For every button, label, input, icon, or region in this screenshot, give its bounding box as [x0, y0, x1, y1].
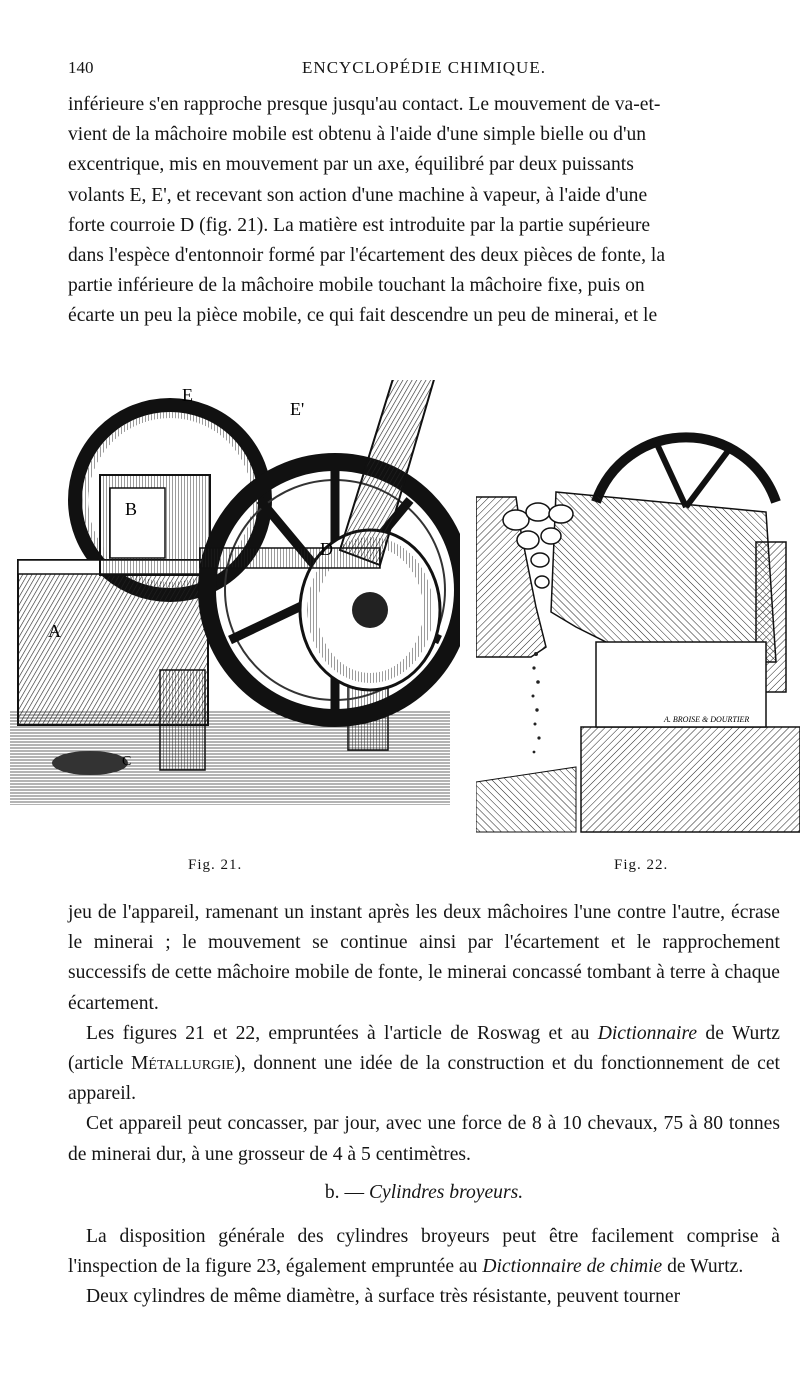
- section-title: Cylindres broyeurs.: [368, 1182, 524, 1203]
- text-run: de Wurtz (article: [68, 1022, 780, 1075]
- text-line: partie inférieure de la mâchoire mobile touchant la mâchoire fixe, puis on: [68, 275, 645, 297]
- paragraph-capacity: Cet appareil peut concasser, par jour, avec une force de 8 à 10 chevaux, 75 à 80 tonnes de minerai dur, à une grosseur de 4 à 5 centimètres.: [68, 1113, 780, 1165]
- paragraph-bottom: [68, 1222, 780, 1313]
- text-line: excentrique, mis en mouvement par un axe, équilibré par deux puissants: [68, 154, 634, 176]
- text-run: La disposition générale des cylindres broyeurs peut être facilement comprise à l'inspection de la figure 23, également empruntée au: [68, 1226, 780, 1278]
- figure-22-crusher-section: [476, 432, 800, 836]
- figure-22-caption: Fig. 22.: [614, 857, 669, 873]
- engraver-signature: A. BROISE & DOURTIER: [664, 715, 750, 724]
- label-b: B: [125, 499, 138, 519]
- crusher-section-illustration: [476, 432, 800, 836]
- text-run: ), donnent une idée de la construction et du fonctionnement de cet appareil.: [68, 1053, 780, 1105]
- paragraph-top: [68, 90, 780, 332]
- paragraph-cylinders-intro: [68, 1222, 780, 1282]
- paragraph-middle: [68, 898, 780, 1170]
- paragraph-figures-source: [68, 1019, 780, 1110]
- label-c: C: [122, 754, 132, 769]
- section-heading: [68, 1182, 780, 1204]
- dictionary-title: Dictionnaire de chimie: [482, 1256, 663, 1278]
- figure-21-caption: Fig. 21.: [188, 857, 243, 873]
- text-line: volants E, E', et recevant son action d'une machine à vapeur, à l'aide d'une: [68, 184, 648, 206]
- label-d: D: [320, 539, 333, 559]
- dictionary-title: Dictionnaire: [597, 1022, 698, 1044]
- running-title: ENCYCLOPÉDIE CHIMIQUE.: [302, 58, 546, 77]
- label-e: E: [182, 385, 193, 405]
- section-letter: b. —: [324, 1182, 369, 1203]
- text-line: vient de la mâchoire mobile est obtenu à l'aide d'une simple bielle ou d'un: [68, 124, 647, 146]
- label-a: A: [48, 621, 61, 641]
- paragraph-continuation: jeu de l'appareil, ramenant un instant après les deux mâchoires l'une contre l'autre, écrase le minerai ; le mouvement se continue ainsi par l'écartement et le rapprochement successifs de cette mâchoire mobile de fonte, le minerai concassé tombant à terre à chaque écartement.: [68, 902, 780, 1014]
- paragraph-cylinders-description: Deux cylindres de même diamètre, à surface très résistante, peuvent tourner: [86, 1286, 681, 1308]
- text-run: Les figures 21 et 22, empruntées à l'article de Roswag et au: [86, 1022, 598, 1044]
- text-line: dans l'espèce d'entonnoir formé par l'écartement des deux pièces de fonte, la: [68, 245, 666, 267]
- figure-21-jaw-crusher: [10, 380, 460, 810]
- text-line: écarte un peu la pièce mobile, ce qui fait descendre un peu de minerai, et le: [68, 305, 658, 327]
- text-line: forte courroie D (fig. 21). La matière est introduite par la partie supérieure: [68, 214, 651, 236]
- text-line: inférieure s'en rapproche presque jusqu'au contact. Le mouvement de va-et-: [68, 94, 661, 115]
- page-header: [68, 58, 780, 84]
- text-run: de Wurtz.: [662, 1256, 744, 1278]
- page-number: 140: [68, 58, 94, 77]
- article-title: Métallurgie: [130, 1053, 235, 1075]
- label-e-prime: E': [290, 399, 305, 419]
- jaw-crusher-illustration: [10, 380, 460, 810]
